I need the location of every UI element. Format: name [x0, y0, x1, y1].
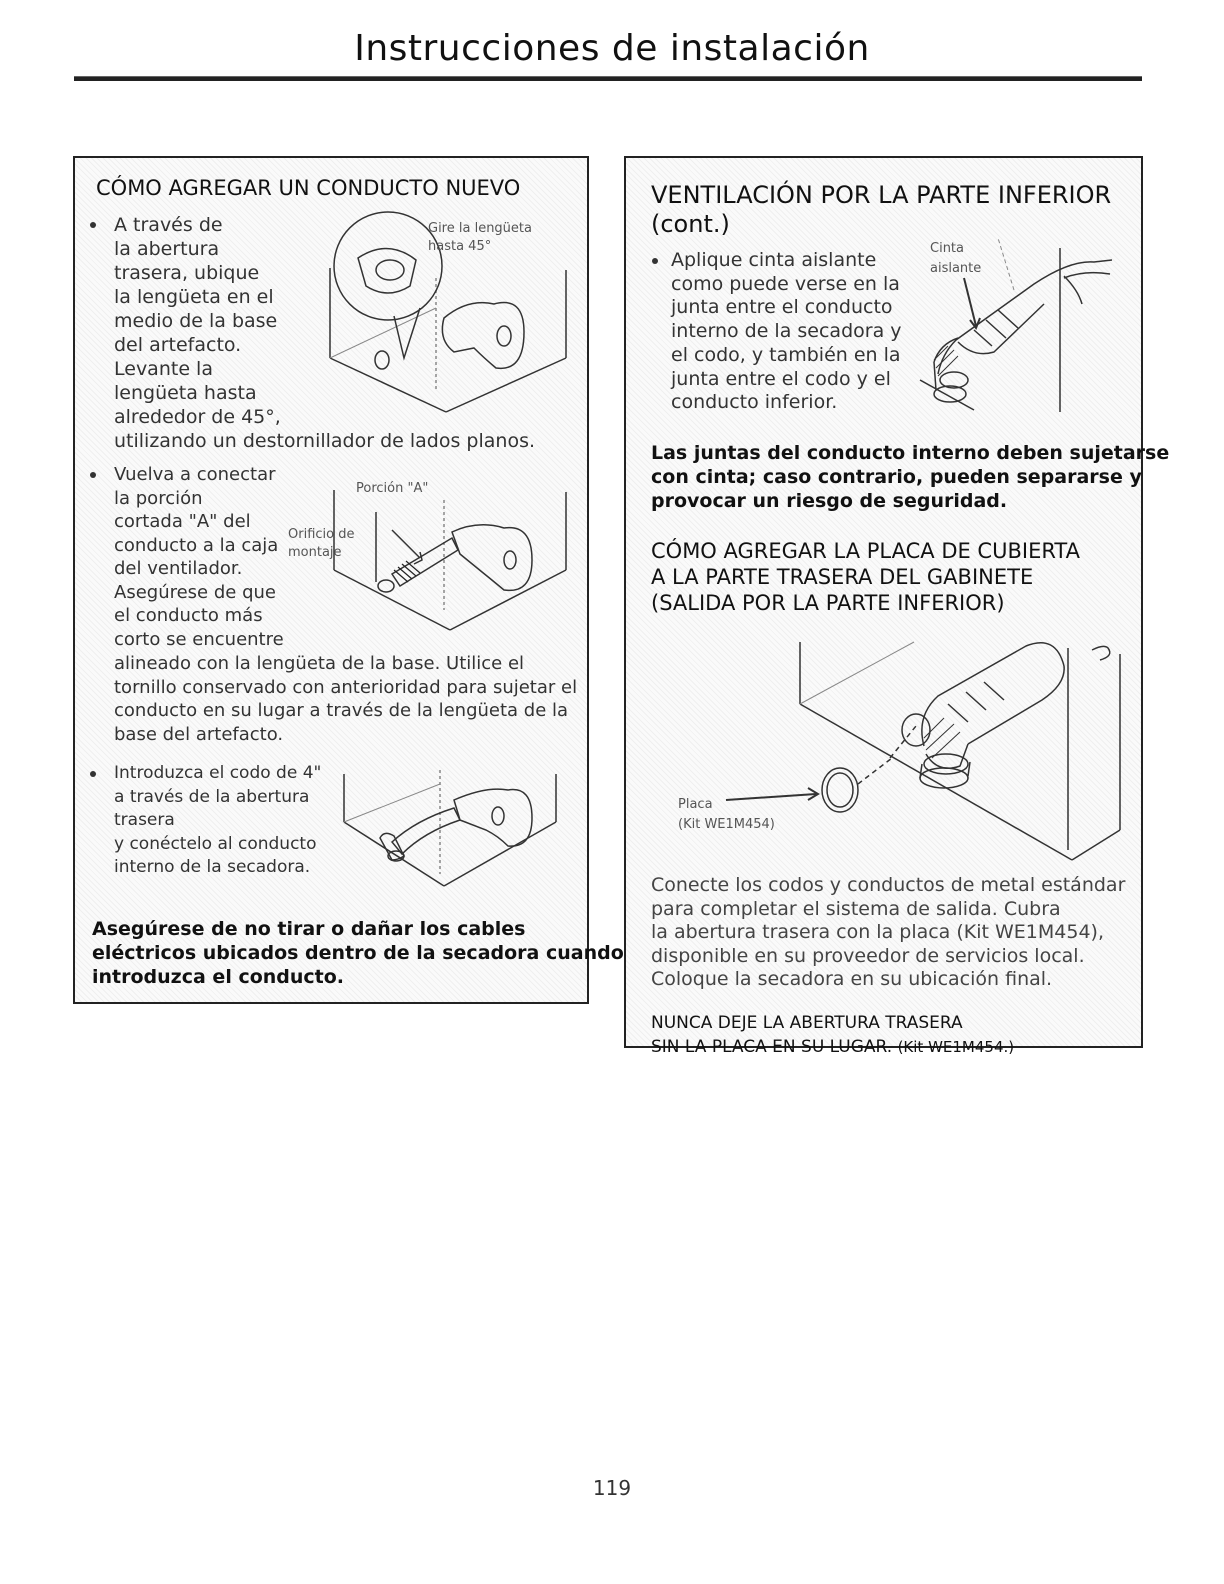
left-panel-heading: CÓMO AGREGAR UN CONDUCTO NUEVO [96, 176, 521, 200]
figure-label-insulating: aislante [930, 261, 982, 276]
figure-label-rotate: Gire la lengüeta [428, 221, 532, 236]
bullet3-text: Introduzca el codo de 4" a través de la abertura trasera y conéctelo al conducto interno de la secadora. [114, 763, 322, 877]
right-panel-heading-2: CÓMO AGREGAR LA PLACA DE CUBIERTA A LA PARTE TRASERA DEL GABINETE (SALIDA POR LA PARTE INFERIOR) [651, 539, 1080, 615]
cover-plate-illustration [668, 634, 1132, 866]
bullet2-tail: alineado con la lengüeta de la base. Utilice el tornillo conservado con anterioridad para sujetar el conducto en su lugar a través de la lengüeta de la base del artefacto. [114, 653, 578, 745]
page-number: 119 [592, 1476, 632, 1500]
bullet-marker [90, 472, 96, 478]
figure-label-45: hasta 45° [428, 239, 492, 254]
right-warning: Las juntas del conducto interno deben sujetarse con cinta; caso contrario, pueden separarse y provocar un riesgo de seguridad. [651, 442, 1170, 512]
bullet1-text: A través de la abertura trasera, ubique la lengüeta en el medio de la base del artefacto. Levante la lengüeta hasta alrededor de 45°, [114, 214, 281, 428]
left-warning: Asegúrese de no tirar o dañar los cables eléctricos ubicados dentro de la secadora cuando introduzca el conducto. [92, 918, 624, 988]
figure-label-tape: Cinta [930, 241, 964, 256]
page-title: Instrucciones de instalación [354, 28, 870, 69]
title-rule [74, 76, 1142, 81]
figure-label-plate: Placa [678, 797, 713, 812]
bullet-marker [652, 258, 658, 264]
bullet2-text: Vuelva a conectar la porción cortada "A" del conducto a la caja del ventilador. Asegúrese de que el conducto más corto se encuentre [114, 464, 284, 650]
figure-label-kit: (Kit WE1M454) [678, 817, 775, 832]
figure-label-mount: montaje [288, 545, 342, 560]
right-bullet1-text: Aplique cinta aislante como puede verse en la junta entre el conducto interno de la secadora y el codo, y también en la junta entre el codo y el conducto inferior. [671, 249, 902, 414]
tape-illustration [914, 234, 1124, 418]
duct-portion-illustration [282, 470, 578, 650]
elbow-insert-illustration [336, 764, 566, 894]
right-panel-heading: VENTILACIÓN POR LA PARTE INFERIOR (cont.) [651, 181, 1112, 238]
tab-lift-illustration [318, 208, 578, 420]
bullet1-tail: utilizando un destornillador de lados planos. [114, 430, 536, 452]
bullet-marker [90, 771, 96, 777]
figure-label-hole: Orificio de [288, 527, 355, 542]
figure-label-portion: Porción "A" [356, 481, 429, 496]
final-warning: NUNCA DEJE LA ABERTURA TRASERA SIN LA PLACA EN SU LUGAR. (Kit WE1M454.) [651, 1013, 1015, 1057]
bullet-marker [90, 222, 96, 228]
right-body-text: Conecte los codos y conductos de metal estándar para completar el sistema de salida. Cubra la abertura trasera con la placa (Kit WE1M454), disponible en su proveedor de servicios local. Coloque la secadora en su ubicación final. [651, 874, 1126, 990]
